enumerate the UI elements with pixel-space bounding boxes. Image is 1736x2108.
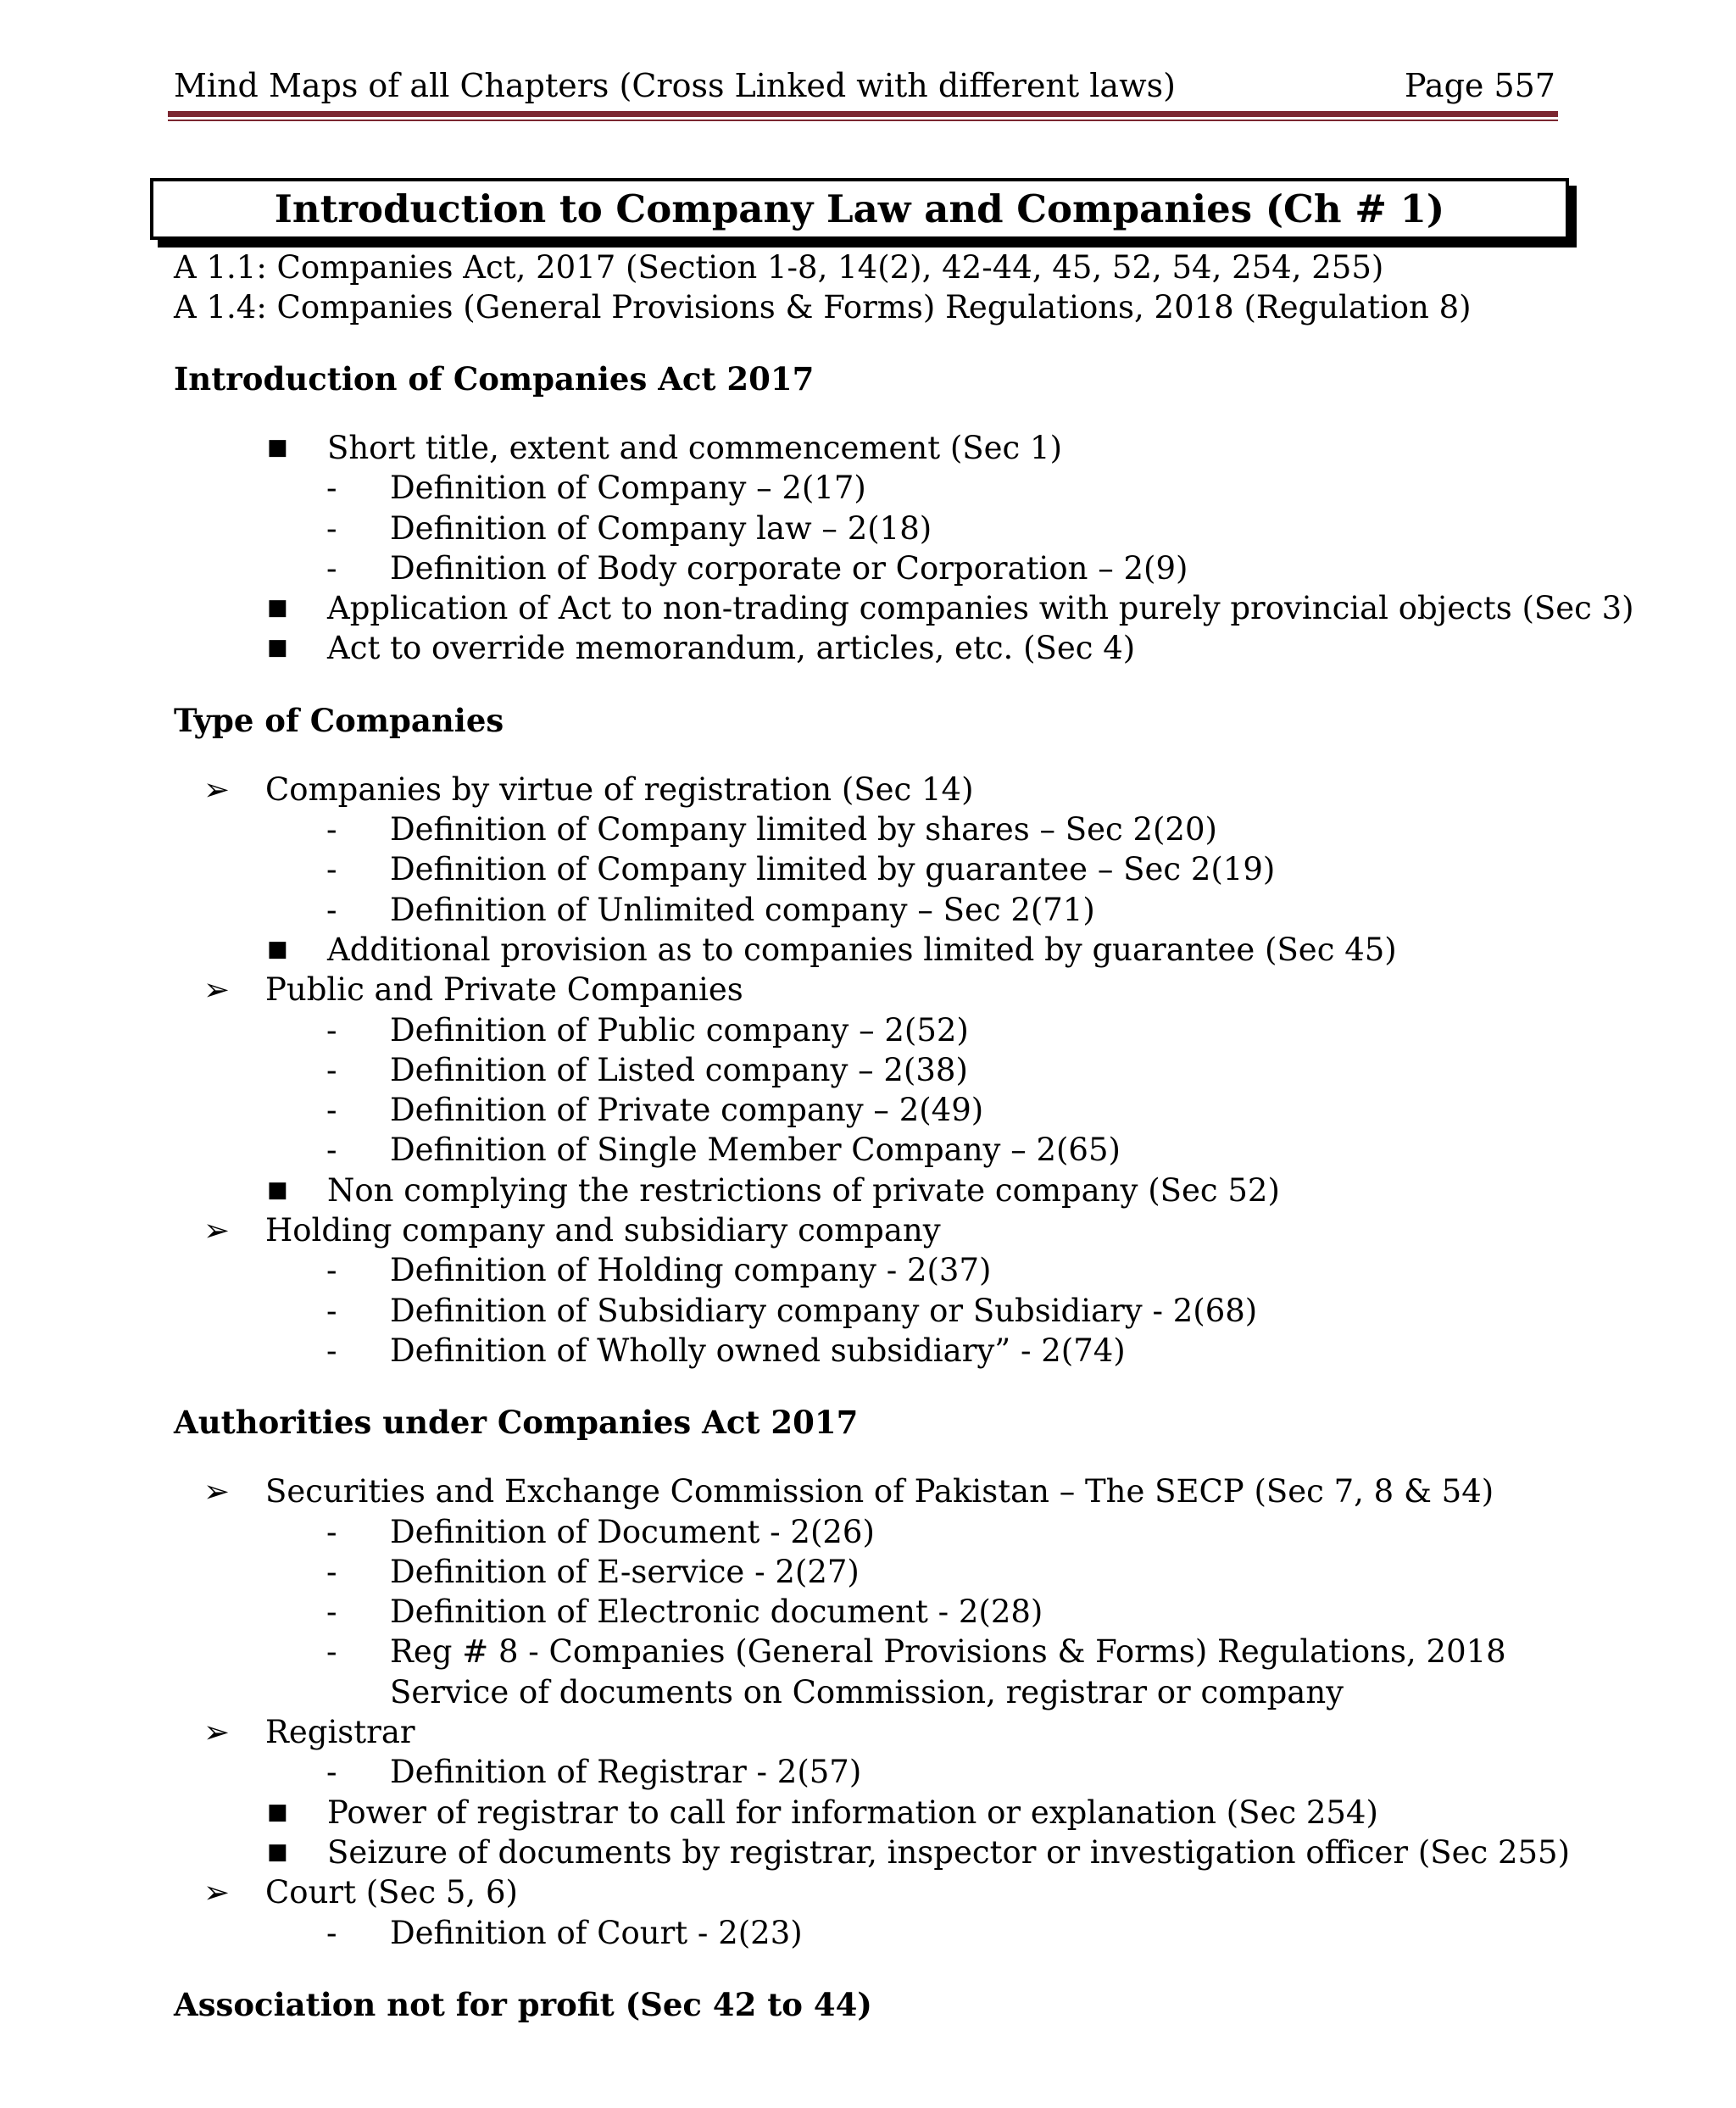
chapter-title: Introduction to Company Law and Companies (Ch # 1)	[274, 186, 1445, 231]
list-item: - Definition of Unlimited company – Sec 2(71)	[174, 890, 1564, 930]
square-bullet-icon: ■	[267, 435, 288, 460]
list-item: - Definition of E-service - 2(27)	[174, 1552, 1564, 1592]
list-item: - Definition of Subsidiary company or Subsidiary - 2(68)	[174, 1291, 1564, 1331]
header-title: Mind Maps of all Chapters (Cross Linked with different laws)	[174, 67, 1176, 104]
list-item: - Definition of Document - 2(26)	[174, 1512, 1564, 1552]
list-item: ■ Application of Act to non-trading companies with purely provincial objects (Sec 3)	[174, 588, 1564, 628]
dash-bullet-icon: -	[326, 1754, 337, 1791]
list-item: ➢ Court (Sec 5, 6)	[174, 1872, 1564, 1912]
dash-bullet-icon: -	[326, 1292, 337, 1329]
list-item: ■ Non complying the restrictions of private company (Sec 52)	[174, 1171, 1564, 1210]
list-item: - Definition of Company – 2(17)	[174, 468, 1564, 508]
arrow-bullet-icon: ➢	[203, 1874, 231, 1911]
list-item: ➢ Companies by virtue of registration (Sec 14)	[174, 770, 1564, 809]
list-item: ■ Short title, extent and commencement (Sec 1)	[174, 428, 1564, 468]
header-rule-thin	[168, 120, 1558, 121]
list-item: ■ Additional provision as to companies limited by guarantee (Sec 45)	[174, 930, 1564, 970]
list-item: - Definition of Listed company – 2(38)	[174, 1050, 1564, 1090]
square-bullet-icon: ■	[267, 1838, 288, 1865]
list-item: ➢ Public and Private Companies	[174, 970, 1564, 1010]
dash-bullet-icon: -	[326, 1553, 337, 1590]
square-bullet-icon: ■	[267, 595, 288, 621]
dash-bullet-icon: -	[326, 549, 337, 587]
section-heading: Authorities under Companies Act 2017	[174, 1404, 859, 1442]
dash-bullet-icon: -	[326, 811, 337, 848]
list-item: - Definition of Company limited by guarantee – Sec 2(19)	[174, 849, 1564, 889]
list-item: - Definition of Private company – 2(49)	[174, 1090, 1564, 1130]
list-item: - Definition of Wholly owned subsidiary” - 2(74)	[174, 1331, 1564, 1371]
section-heading: Type of Companies	[174, 701, 504, 739]
dash-bullet-icon: -	[326, 470, 337, 507]
list-item: - Definition of Court - 2(23)	[174, 1913, 1564, 1953]
list-item: ■ Act to override memorandum, articles, etc. (Sec 4)	[174, 628, 1564, 668]
list-item: - Definition of Company law – 2(18)	[174, 509, 1564, 548]
dash-bullet-icon: -	[326, 1332, 337, 1369]
dash-bullet-icon: -	[326, 1513, 337, 1550]
list-item: - Definition of Public company – 2(52)	[174, 1010, 1564, 1050]
list-item: - Definition of Body corporate or Corporation – 2(9)	[174, 548, 1564, 588]
list-item: - Reg # 8 - Companies (General Provisions & Forms) Regulations, 2018 Service of documents on Commission, registrar or company	[326, 1633, 1506, 1710]
dash-bullet-icon: -	[326, 1051, 337, 1088]
chapter-title-box	[150, 178, 1569, 240]
square-bullet-icon: ■	[267, 936, 288, 962]
dash-bullet-icon: -	[326, 1011, 337, 1048]
arrow-bullet-icon: ➢	[203, 770, 231, 808]
page-header	[174, 64, 1555, 107]
dash-bullet-icon: -	[326, 509, 337, 547]
square-bullet-icon: ■	[267, 1799, 288, 1825]
dash-bullet-icon: -	[326, 1914, 337, 1951]
arrow-bullet-icon: ➢	[203, 1473, 231, 1510]
dash-bullet-icon: -	[326, 1132, 337, 1169]
reference-line: A 1.1: Companies Act, 2017 (Section 1-8, 14(2), 42-44, 45, 52, 54, 254, 255)	[174, 249, 1384, 286]
list-item: - Definition of Electronic document - 2(28)	[174, 1592, 1564, 1632]
dash-bullet-icon: -	[326, 1594, 337, 1631]
list-item: - Definition of Holding company - 2(37)	[174, 1250, 1564, 1290]
reference-line: A 1.4: Companies (General Provisions & Forms) Regulations, 2018 (Regulation 8)	[174, 289, 1472, 325]
list-item: ➢ Holding company and subsidiary company	[174, 1210, 1564, 1250]
section-list	[174, 1471, 1571, 1953]
list-item: - Definition of Registrar - 2(57)	[174, 1752, 1564, 1792]
section-list	[174, 770, 1564, 1371]
list-item: - Definition of Single Member Company – 2(65)	[174, 1130, 1564, 1170]
square-bullet-icon: ■	[267, 1176, 288, 1203]
section-heading: Association not for profit (Sec 42 to 44)	[174, 1985, 872, 2023]
list-item: ■ Power of registrar to call for information or explanation (Sec 254)	[174, 1793, 1564, 1833]
list-item: - Definition of Company limited by shares – Sec 2(20)	[174, 809, 1564, 849]
list-item: ➢ Securities and Exchange Commission of Pakistan – The SECP (Sec 7, 8 & 54)	[174, 1471, 1564, 1511]
dash-bullet-icon: -	[326, 851, 337, 888]
dash-bullet-icon: -	[326, 1633, 337, 1671]
header-rule-thick	[168, 111, 1558, 117]
list-item: ■ Seizure of documents by registrar, inspector or investigation officer (Sec 255)	[174, 1833, 1564, 1872]
square-bullet-icon: ■	[267, 635, 288, 661]
dash-bullet-icon: -	[326, 891, 337, 928]
dash-bullet-icon: -	[326, 1092, 337, 1129]
list-item: ➢ Registrar	[174, 1712, 1564, 1752]
page-content	[174, 248, 1634, 2025]
section-heading: Introduction of Companies Act 2017	[174, 360, 815, 398]
arrow-bullet-icon: ➢	[203, 971, 231, 1009]
page-number: Page 557	[1405, 67, 1555, 104]
section-list	[174, 428, 1634, 669]
arrow-bullet-icon: ➢	[203, 1714, 231, 1751]
arrow-bullet-icon: ➢	[203, 1212, 231, 1249]
dash-bullet-icon: -	[326, 1252, 337, 1289]
